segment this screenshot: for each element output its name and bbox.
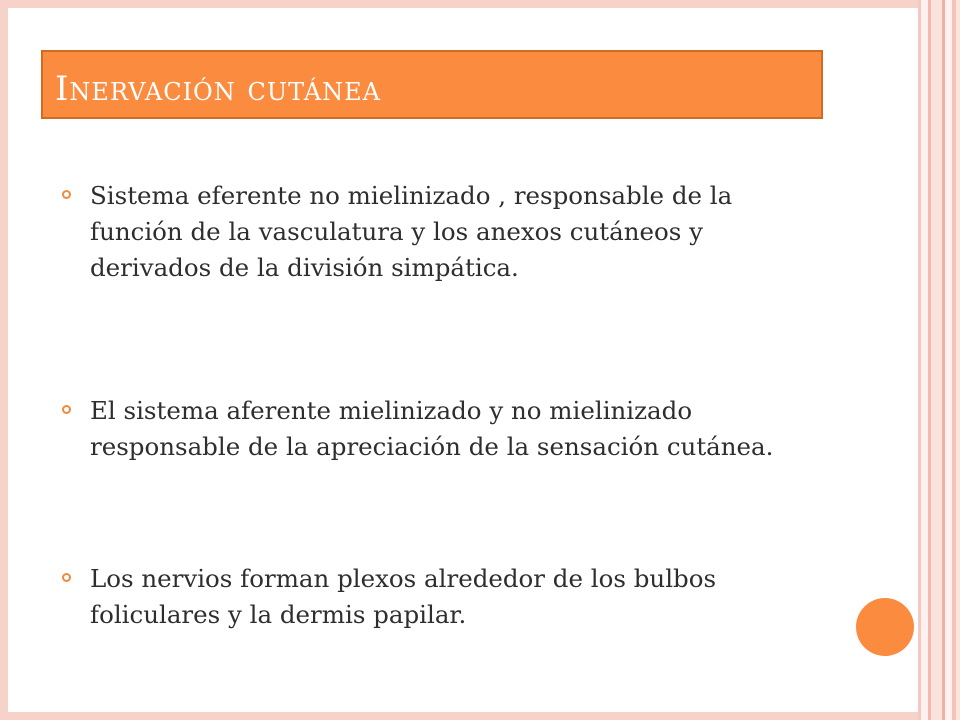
decorative-side-stripes <box>918 0 960 720</box>
slide-title: Inervación cutánea <box>55 69 381 109</box>
bullet-text: Sistema eferente no mielinizado , responsable de la función de la vasculatura y los anexos cutáneos y derivados de la división simpática. <box>90 181 733 282</box>
slide-frame-left <box>0 0 8 720</box>
bullet-circle-icon <box>62 405 71 414</box>
bullet-item <box>58 178 818 286</box>
decorative-orange-circle <box>856 598 914 656</box>
slide-frame-top <box>0 0 918 8</box>
slide-title-box <box>41 50 823 119</box>
bullet-circle-icon <box>62 573 71 582</box>
bullet-text: El sistema aferente mielinizado y no mielinizado responsable de la apreciación de la sensación cutánea. <box>90 396 774 461</box>
bullet-text: Los nervios forman plexos alrededor de los bulbos foliculares y la dermis papilar. <box>90 564 717 629</box>
bullet-circle-icon <box>62 190 71 199</box>
bullet-item <box>58 561 818 633</box>
bullet-item <box>58 393 818 465</box>
slide-frame-bottom <box>0 712 918 720</box>
